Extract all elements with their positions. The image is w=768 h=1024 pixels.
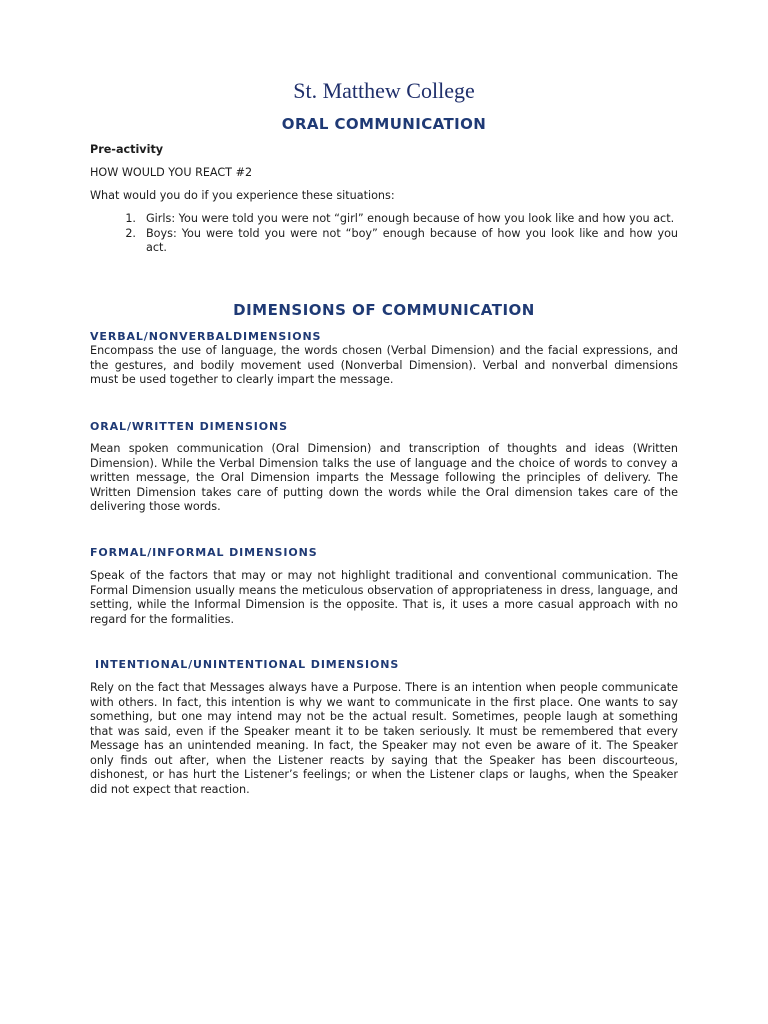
list-number: 1. (125, 212, 136, 225)
list-text: Girls: You were told you were not “girl” enough because of how you look like and how you act. (146, 212, 675, 225)
pre-activity-subtitle: HOW WOULD YOU REACT #2 (90, 166, 253, 179)
paragraph-verbal-nonverbal: Encompass the use of language, the words chosen (Verbal Dimension) and the facial expressions, and the gestures, and bodily movement used (Nonverbal Dimension). Verbal and nonverbal dimensions must be used together to clearly impart the message. (90, 344, 678, 386)
situation-list (90, 212, 678, 256)
heading-formal-informal: FORMAL/INFORMAL DIMENSIONS (90, 546, 318, 559)
college-name: St. Matthew College (293, 78, 475, 103)
list-text: Boys: You were told you were not “boy” enough because of how you look like and how you act. (146, 226, 678, 254)
list-number: 2. (125, 226, 136, 240)
paragraph-oral-written: Mean spoken communication (Oral Dimension) and transcription of thoughts and ideas (Written Dimension). While the Verbal Dimension talks the use of language and the choice of words to convey a written message, the Oral Dimension imparts the Message following the principles of delivery. The Written Dimension takes care of putting down the words while the Oral dimension takes care of the delivering those words. (90, 442, 678, 513)
document-title: ORAL COMMUNICATION (281, 115, 487, 133)
section-title: DIMENSIONS OF COMMUNICATION (233, 301, 535, 319)
pre-activity-question: What would you do if you experience these situations: (90, 189, 395, 202)
heading-intentional-unintentional: INTENTIONAL/UNINTENTIONAL DIMENSIONS (95, 658, 400, 671)
heading-verbal-nonverbal: VERBAL/NONVERBALDIMENSIONS (90, 330, 322, 343)
pre-activity-label: Pre-activity (90, 143, 164, 156)
paragraph-formal-informal: Speak of the factors that may or may not highlight traditional and conventional communication. The Formal Dimension usually means the meticulous observation of appropriateness in dress, language, and setting, while the Informal Dimension is the opposite. That is, it uses a more casual approach with no regard for the formalities. (90, 569, 678, 626)
paragraph-intentional-unintentional: Rely on the fact that Messages always have a Purpose. There is an intention when people communicate with others. In fact, this intention is why we want to communicate in the first place. One wants to say something, but one may intend may not be the actual result. Sometimes, people laugh at something that was said, even if the Speaker meant it to be taken seriously. It must be remembered that every Message has an unintended meaning. In fact, the Speaker may not even be aware of it. The Speaker only finds out after, when the Listener reacts by saying that the Speaker has been discourteous, dishonest, or has hurt the Listener’s feelings; or when the Listener claps or laughs, when the Speaker did not expect that reaction. (90, 681, 678, 796)
list-item (90, 212, 678, 227)
list-item (90, 227, 678, 256)
heading-oral-written: ORAL/WRITTEN DIMENSIONS (90, 420, 288, 433)
